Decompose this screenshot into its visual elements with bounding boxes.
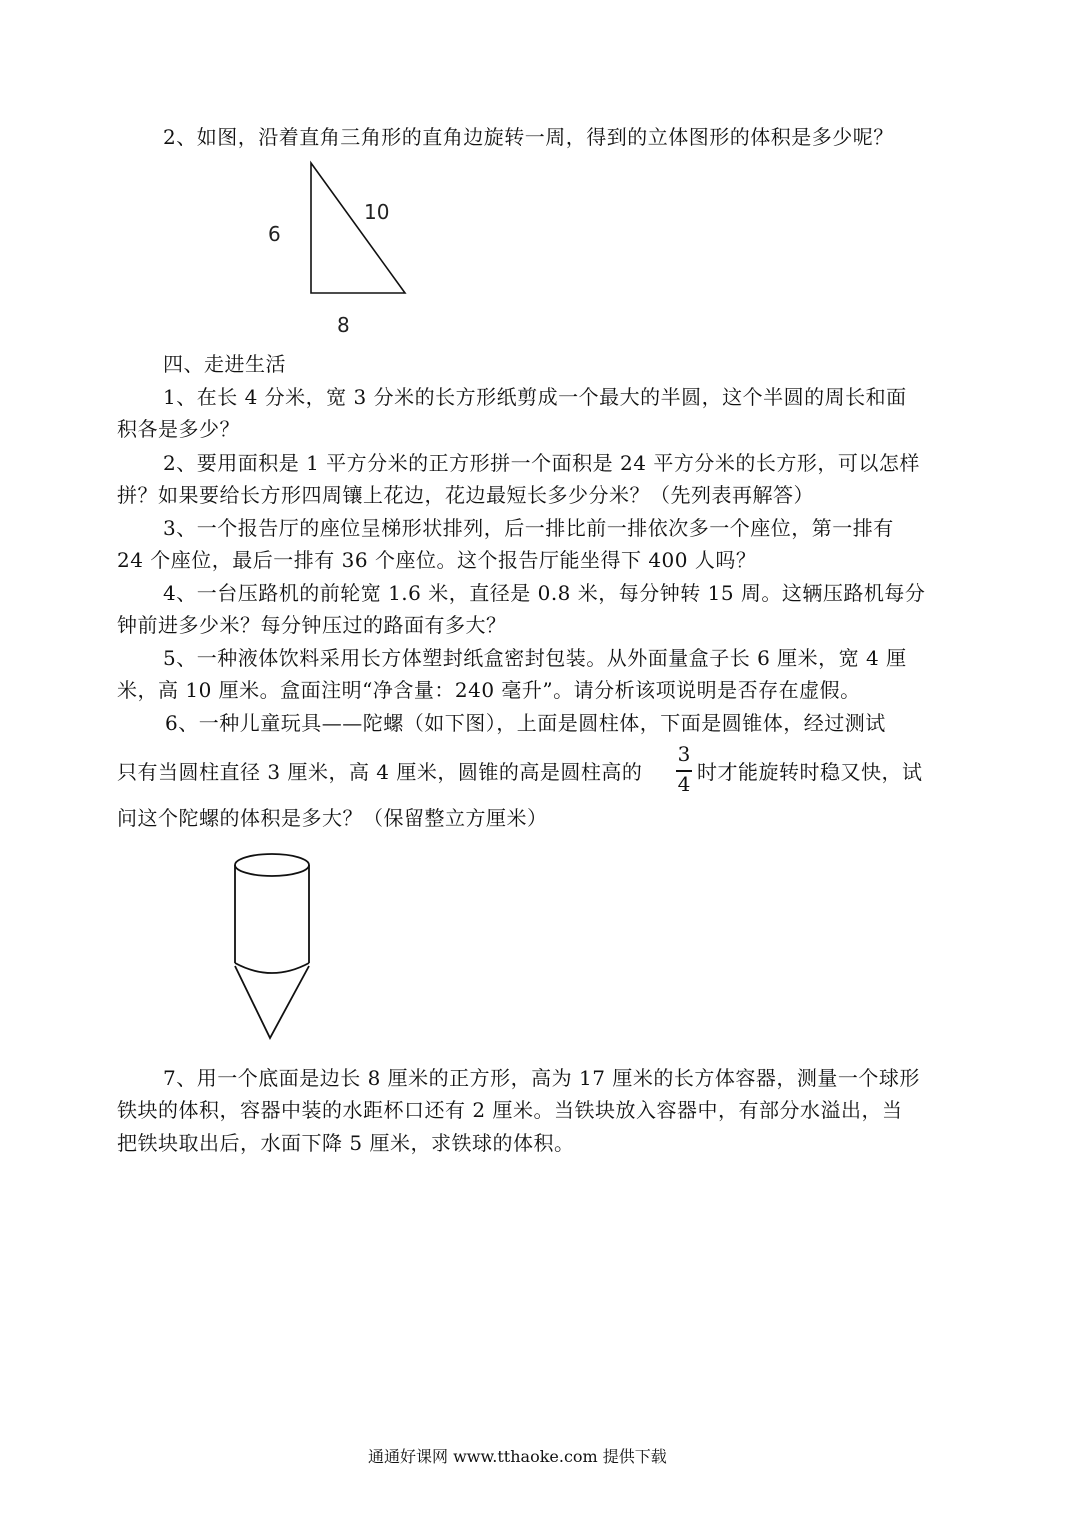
cylinder-top-ellipse [235,854,309,876]
s4-q6-line3: 问这个陀螺的体积是多大？（保留整立方厘米） [117,806,548,830]
s4-q5-line1: 5、一种液体饮料采用长方体塑封纸盒密封包装。从外面量盒子长 6 厘米，宽 4 厘 [163,646,907,670]
s4-q7-line3: 把铁块取出后，水面下降 5 厘米，求铁球的体积。 [117,1131,575,1155]
s4-q5-line2: 米，高 10 厘米。盒面注明“净含量：240 毫升”。请分析该项说明是否存在虚假。 [117,678,861,702]
right-triangle-figure [300,155,420,305]
s4-q7-line1: 7、用一个底面是边长 8 厘米的正方形，高为 17 厘米的长方体容器，测量一个球形 [163,1066,920,1090]
cylinder-bottom-arc [235,963,309,973]
s4-q2-line1: 2、要用面积是 1 平方分米的正方形拼一个面积是 24 平方分米的长方形，可以怎样 [163,451,920,475]
triangle-shape [311,163,405,293]
page-footer: 通通好课网 www.tthaoke.com 提供下载 [368,1447,667,1466]
s4-q1-line2: 积各是多少？ [117,417,240,441]
s4-q3-line2: 24 个座位，最后一排有 36 个座位。这个报告厅能坐得下 400 人吗？ [117,548,757,572]
s4-q4-line2: 钟前进多少米？每分钟压过的路面有多大？ [117,613,507,637]
spinning-top-figure [225,848,325,1043]
s4-q4-line1: 4、一台压路机的前轮宽 1.6 米，直径是 0.8 米，每分钟转 15 周。这辆压路机每分 [163,581,926,605]
section4-heading: 四、走进生活 [163,352,286,376]
s4-q3-line1: 3、一个报告厅的座位呈梯形状排列，后一排比前一排依次多一个座位，第一排有 [163,516,894,540]
triangle-label-8: 8 [337,313,350,337]
triangle-label-10: 10 [364,200,390,224]
s4-q2-line2: 拼？如果要给长方形四周镶上花边，花边最短长多少分米？（先列表再解答） [117,483,814,507]
q2-text: 2、如图，沿着直角三角形的直角边旋转一周，得到的立体图形的体积是多少呢？ [163,125,894,149]
s4-q6-line1: 6、一种儿童玩具——陀螺（如下图），上面是圆柱体，下面是圆锥体，经过测试 [165,711,886,735]
q6-fraction-numerator: 3 [677,742,691,766]
s4-q1-line1: 1、在长 4 分米，宽 3 分米的长方形纸剪成一个最大的半圆，这个半圆的周长和面 [163,385,907,409]
triangle-label-6: 6 [268,222,281,246]
s4-q6-line2-before: 只有当圆柱直径 3 厘米，高 4 厘米，圆锥的高是圆柱高的 [117,760,643,784]
s4-q6-line2-after: 时才能旋转时稳又快，试 [697,760,923,784]
q6-fraction-denominator: 4 [677,772,691,796]
cone-body [235,966,309,1038]
s4-q7-line2: 铁块的体积，容器中装的水距杯口还有 2 厘米。当铁块放入容器中，有部分水溢出，当 [117,1098,903,1122]
